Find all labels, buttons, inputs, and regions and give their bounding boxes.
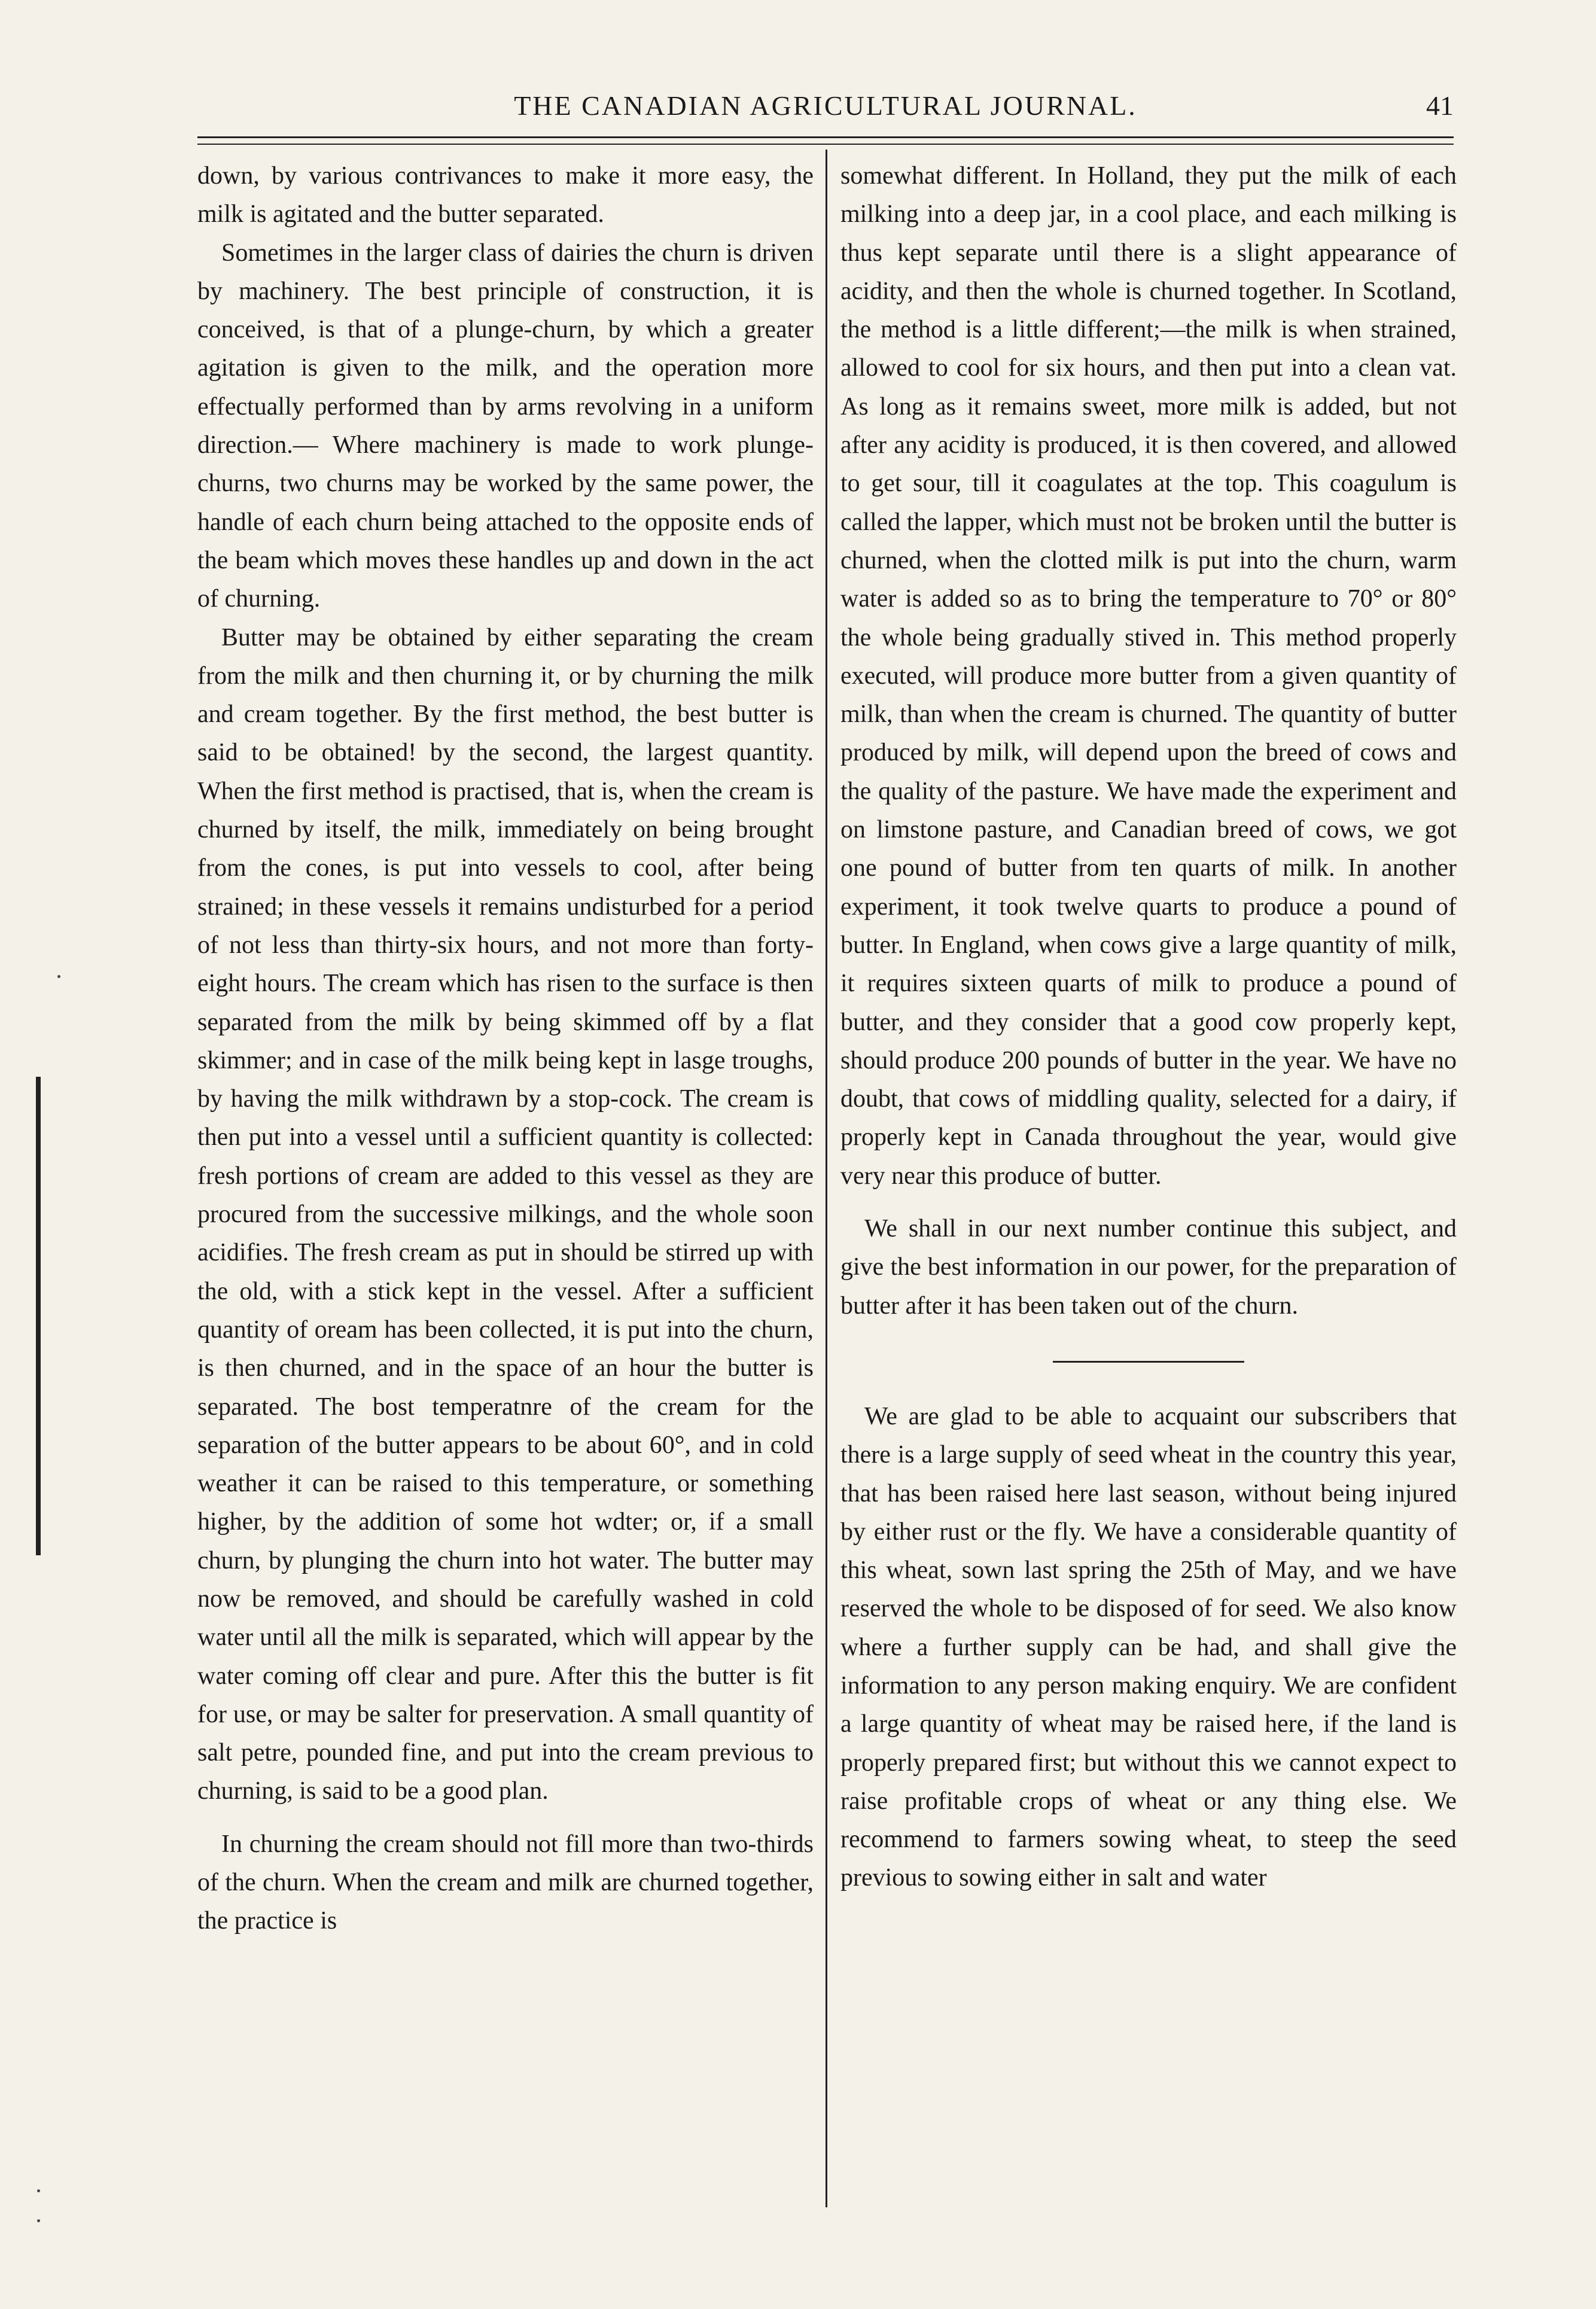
paragraph: somewhat different. In Holland, they put the milk of each milking into a deep jar, in a cool place, and each milking is thus kept separate until there is a slight appearance of acidity, and then the whole is churned together. In Scotland, the method is a little different;—the milk is when strained, allowed to cool for six hours, and then put into a clean vat. As long as it remains sweet, more milk is added, but not after any acidity is produced, it is then covered, and allowed to get sour, till it coagulates at the top. This coagulum is called the lapper, which must not be broken until the butter is churned, when the clotted milk is put into the churn, warm water is added so as to bring the temperature to 70° or 80° the whole being gradually stived in. This method properly executed, will produce more butter from a given quantity of milk, than when the cream is churned. The quantity of butter produced by milk, will depend upon the breed of cows and the quality of the pasture. We have made the experiment and on limstone pasture, and Canadian breed of cows, we got one pound of butter from ten quarts of milk. In another experiment, it took twelve quarts to produce a pound of butter. In England, when cows give a large quantity of milk, it requires sixteen quarts of milk to produce a pound of butter, and they consider that a good cow properly kept, should produce 200 pounds of butter in the year. We have no doubt, that cows of middling quality, selected for a dairy, if properly kept in Canada throughout the year, would give very near this produce of butter. <box>840 162 1457 1190</box>
margin-mark <box>36 1077 41 1555</box>
paragraph: Butter may be obtained by either separating the cream from the milk and then churning it, or by churning the milk and cream together. By the first method, the best butter is said to be obtained! by the second, the largest quantity. When the first method is practised, that is, when the cream is churned by itself, the milk, immediately on being brought from the cones, is put into vessels to cool, after being strained; in these vessels it remains undisturbed for a period of not less than thirty-six hours, and not more than forty-eight hours. The cream which has risen to the surface is then separated from the milk by being skimmed off by a flat skimmer; and in case of the milk being kept in lasge troughs, by having the milk withdrawn by a stop-cock. The cream is then put into a vessel until a sufficient quantity is collected: fresh portions of cream are added to this vessel as they are procured from the successive milkings, and the whole soon acidifies. The fresh cream as put in should be stirred up with the old, with a stick kept in the vessel. After a sufficient quantity of oream has been collected, it is put into the churn, is then churned, and in the space of an hour the butter is separated. The bost temperatnre of the cream for the separation of the butter appears to be about 60°, and in cold weather it can be raised to this temperature, or something higher, by the addition of some hot wdter; or, if a small churn, by plunging the churn into hot water. The butter may now be removed, and should be carefully washed in cold water until all the milk is separated, which will appear by the water coming off clear and pure. After this the butter is fit for use, or may be salter for preservation. A small quantity of salt petre, pounded fine, and put into the cream previous to churning, is said to be a good plan. <box>197 623 814 1805</box>
header-rule-thin <box>197 144 1454 145</box>
paragraph: down, by various contrivances to make it more easy, the milk is agitated and the butter separated. <box>197 162 814 229</box>
section-divider <box>1053 1361 1244 1363</box>
page-header <box>197 90 1454 132</box>
header-rule <box>197 136 1454 138</box>
running-head: THE CANADIAN AGRICULTURAL JOURNAL. <box>514 90 1137 121</box>
margin-speck <box>37 2189 40 2192</box>
paragraph: We are glad to be able to acquaint our subscribers that there is a large supply of seed wheat in the country this year, that has been raised here last season, without being injured by either rust or the fly. We have a considerable quantity of this wheat, sown last spring the 25th of May, and we have reserved the whole to be disposed of for seed. We also know where a further supply can be had, and shall give the information to any person making enquiry. We are confident a large quantity of wheat may be raised here, if the land is properly prepared first; but without this we cannot expect to raise profitable crops of wheat or any thing else. We recommend to farmers sowing wheat, to steep the seed previous to sowing either in salt and water <box>840 1402 1457 1892</box>
margin-speck <box>37 2219 40 2222</box>
column-divider <box>826 150 827 2207</box>
margin-speck <box>57 975 60 978</box>
left-column <box>197 157 814 1941</box>
paragraph: Sometimes in the larger class of dairies the churn is driven by machinery. The best principle of construction, it is conceived, is that of a plunge-churn, by which a greater agitation is given to the milk, and the operation more effectually performed than by arms revolving in a uniform direction.— Where machinery is made to work plunge-churns, two churns may be worked by the same power, the handle of each churn being attached to the opposite ends of the beam which moves these handles up and down in the act of churning. <box>197 239 814 613</box>
right-column <box>840 157 1457 1897</box>
paragraph: We shall in our next number continue this subject, and give the best information in our power, for the preparation of butter after it has been taken out of the churn. <box>840 1215 1457 1320</box>
page-number: 41 <box>1426 90 1454 121</box>
paragraph: In churning the cream should not fill more than two-thirds of the churn. When the cream and milk are churned together, the practice is <box>197 1830 814 1935</box>
